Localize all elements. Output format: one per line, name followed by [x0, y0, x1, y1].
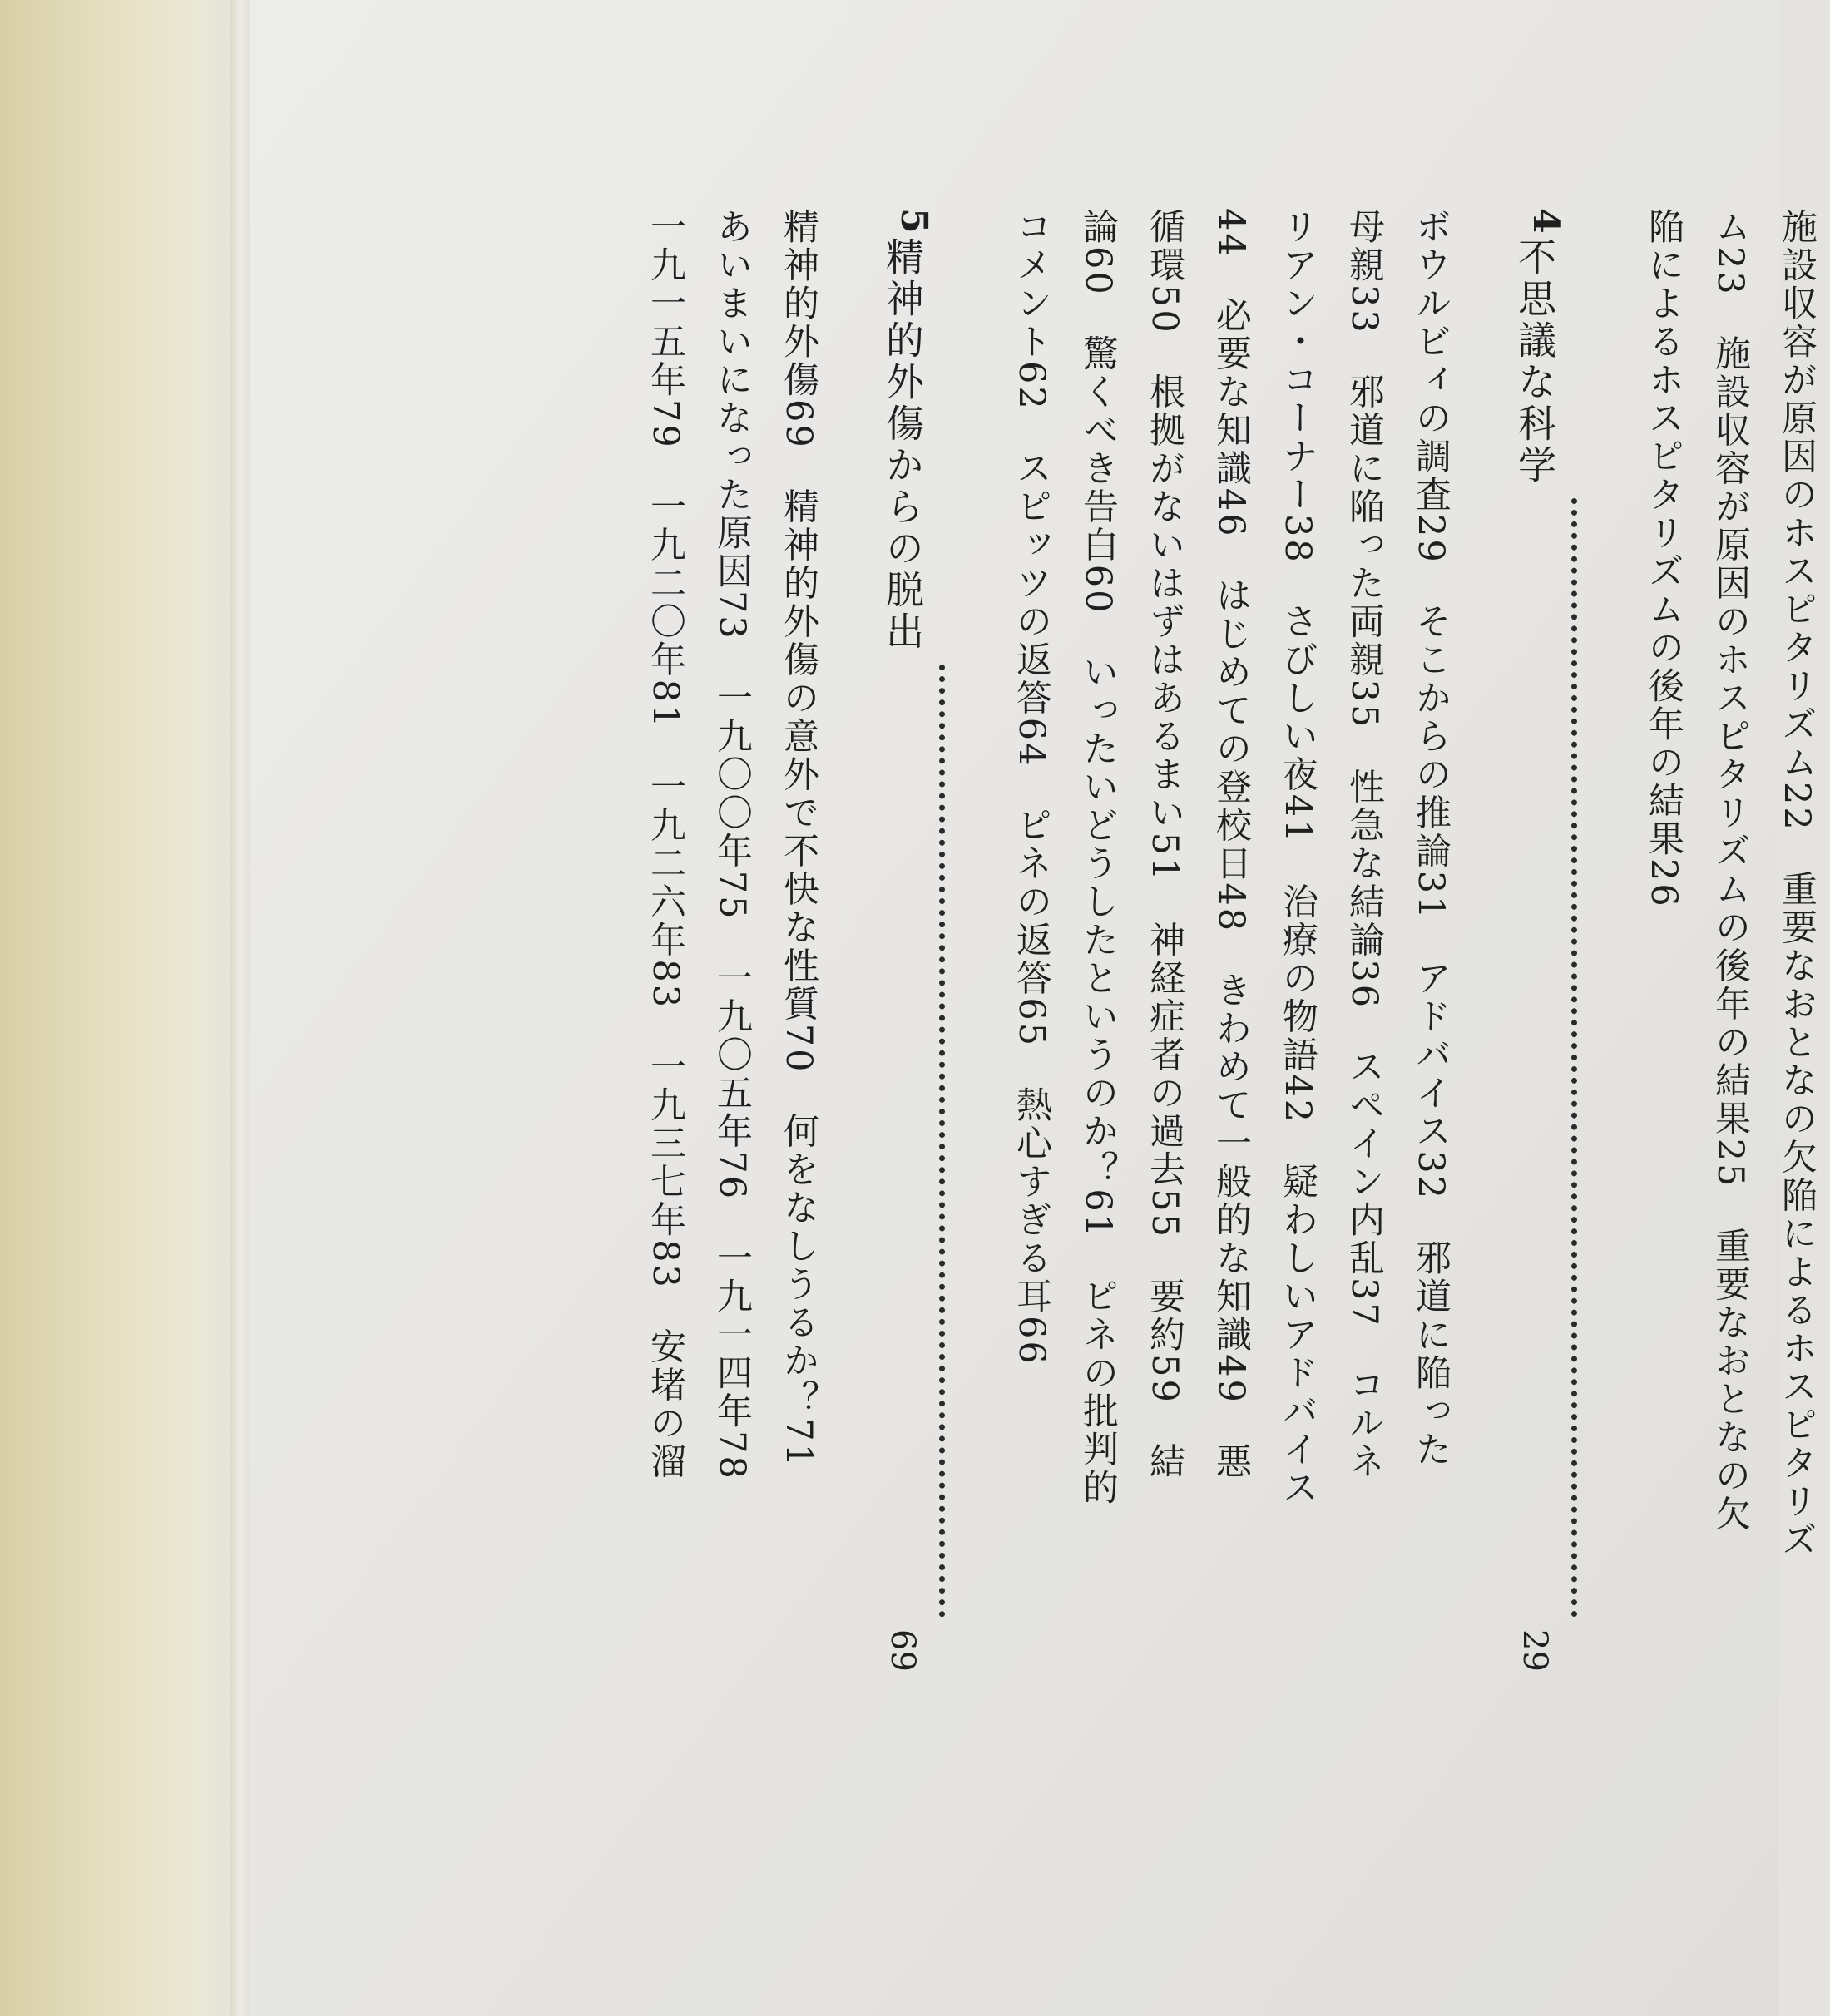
book-page — [250, 0, 1818, 2016]
toc-line: リアン・コーナー38 さびしい夜41 治療の物語42 疑わしいアドバイス — [1277, 208, 1318, 1508]
toc-line: ム23 施設収容が原因のホスピタリズムの後年の結果25 重要なおとなの欠 — [1709, 208, 1751, 1534]
toc-line: 施設収容が原因のホスピタリズム22 重要なおとなの欠陥によるホスピタリズ — [1776, 208, 1818, 1559]
chapter-title: 不思議な科学 — [1512, 236, 1557, 487]
chapter-heading — [857, 208, 948, 1672]
toc-line: あいまいになった原因73 一九〇〇年75 一九〇五年76 一九一四年78 — [711, 208, 753, 1481]
toc-line: 精神的外傷69 精神的外傷の意外で不快な性質70 何をなしうるか？71 — [778, 208, 819, 1470]
spacer — [1464, 208, 1489, 1672]
chapter-page-number: 69 — [883, 1629, 922, 1672]
toc-line: 循環50 根拠がないはずはあるまい51 神経症者の過去55 要約59 結 — [1144, 208, 1185, 1481]
chapter-number: 5 — [893, 208, 935, 237]
toc-line: 44 必要な知識46 はじめての登校日48 きわめて一般的な知識49 悪 — [1210, 208, 1252, 1481]
chapter-page-number: 29 — [1516, 1629, 1554, 1672]
toc-line: コメント62 スピッツの返答64 ピネの返答65 熱心すぎる耳66 — [1011, 208, 1052, 1366]
spacer — [1580, 208, 1630, 1672]
book-gutter — [0, 0, 250, 2016]
chapter-title: 精神的外傷からの脱出 — [880, 236, 925, 653]
toc-line: 一九一五年79 一九二〇年81 一九二六年83 一九三七年83 安堵の溜 — [645, 208, 686, 1481]
dot-leader — [939, 665, 945, 1618]
toc-line: 陥によるホスピタリズムの後年の結果26 — [1643, 208, 1684, 909]
toc-line: 論60 驚くべき告白60 いったいどうしたというのか？61 ピネの批判的 — [1077, 208, 1119, 1508]
chapter-number: 4 — [1525, 208, 1567, 237]
page-edge-shadow — [230, 0, 251, 2016]
table-of-contents — [599, 208, 1830, 1672]
toc-line: 母親33 邪道に陥った両親35 性急な結論36 スペイン内乱37 コルネ — [1343, 208, 1385, 1481]
chapter-heading — [1489, 208, 1580, 1672]
dot-leader — [1571, 498, 1577, 1618]
spacer — [948, 208, 998, 1672]
spacer — [832, 208, 857, 1672]
toc-line: ボウルビィの調査29 そこからの推論31 アドバイス32 邪道に陥った — [1410, 208, 1452, 1470]
